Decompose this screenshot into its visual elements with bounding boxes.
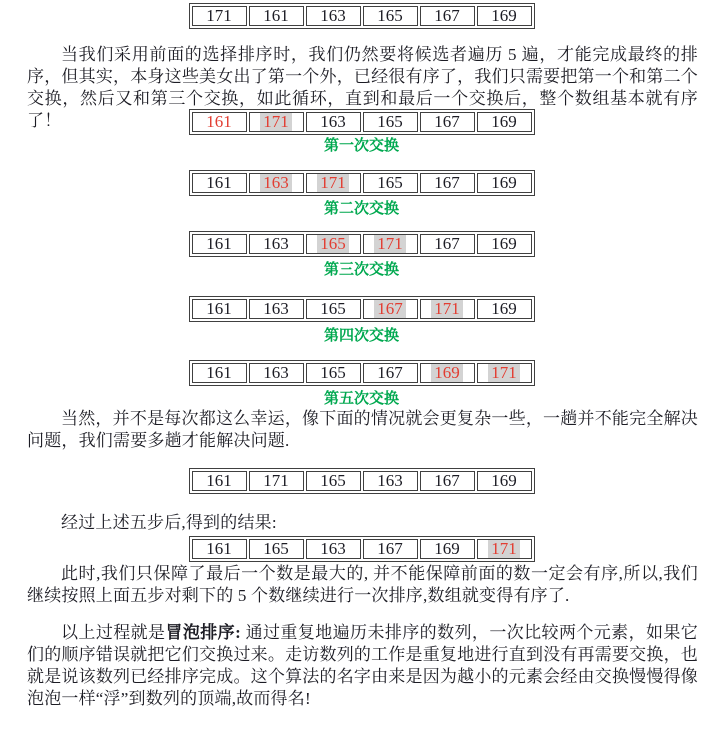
- swap-4-table: [189, 296, 535, 322]
- table-cell: 169: [477, 6, 532, 26]
- table-cell: 163: [306, 539, 361, 559]
- table-cell: 167: [420, 112, 475, 132]
- table-cell: 167: [420, 6, 475, 26]
- table-cell: 161: [192, 539, 247, 559]
- swap-5-caption: 第五次交换: [323, 390, 400, 407]
- paragraph-result-intro: 经过上述五步后,得到的结果:: [61, 513, 277, 532]
- table-cell: 165: [249, 539, 304, 559]
- table-cell: 163: [249, 363, 304, 383]
- swap-4-caption: 第四次交换: [323, 327, 400, 344]
- table-cell: 171: [306, 173, 361, 193]
- table-cell: 169: [477, 471, 532, 491]
- table-cell: 161: [192, 363, 247, 383]
- table-cell: 163: [306, 6, 361, 26]
- paragraph-last-number: 此时,我们只保障了最后一个数是最大的, 并不能保障前面的数一定会有序,所以,我们继续按照上面五步对剩下的 5 个数继续进行一次排序,数组就变得有序了.: [27, 564, 698, 605]
- table-cell: 167: [363, 363, 418, 383]
- table-cell: 167: [420, 471, 475, 491]
- swap-2-caption: 第二次交换: [323, 200, 400, 217]
- swap-3-caption: 第三次交换: [323, 261, 400, 278]
- swap-3-table: [189, 231, 535, 257]
- table-cell: 161: [192, 471, 247, 491]
- table-cell: 171: [420, 299, 475, 319]
- table-cell: 163: [249, 234, 304, 254]
- table-cell: 163: [249, 299, 304, 319]
- table-cell: 171: [363, 234, 418, 254]
- table-cell: 165: [363, 6, 418, 26]
- paragraph-selection-sort: 当我们采用前面的选择排序时，我们仍然要将候选者遍历 5 遍，才能完成最终的排序，但其实，本身这些美女出了第一个外，已经很有序了，我们只需要把第一个和第二个交换，然后又和第三个交换，如此循环，直到和最后一个交换后，整个数组基本就有序了！: [27, 45, 698, 130]
- table-cell: 163: [249, 173, 304, 193]
- table-cell: 169: [477, 173, 532, 193]
- swap-1-caption: 第一次交换: [323, 137, 400, 154]
- swap-1-table: [189, 109, 535, 135]
- initial-array-table: [189, 3, 535, 29]
- swap-5-table: [189, 360, 535, 386]
- table-cell: 169: [477, 299, 532, 319]
- table-cell: 171: [249, 471, 304, 491]
- table-cell: 165: [363, 173, 418, 193]
- table-cell: 171: [192, 6, 247, 26]
- bubble-sort-rest: 通过重复地遍历未排序的数列，一次比较两个元素，如果它们的顺序错误就把它们交换过来。走访数列的工作是重复地进行直到没有再需要交换，也就是说该数列已经排序完成。这个算法的名字由来是因为越小的元素会经由交换慢慢得像泡泡一样“浮”到数列的顶端,故而得名!: [27, 623, 698, 708]
- table-cell: 171: [249, 112, 304, 132]
- table-cell: 165: [306, 299, 361, 319]
- paragraph-not-so-lucky: 当然，并不是每次都这么幸运，像下面的情况就会更复杂一些，一趟并不能完全解决问题，我们需要多趟才能解决问题.: [27, 409, 698, 450]
- table-cell: 169: [420, 539, 475, 559]
- table-cell: 169: [477, 234, 532, 254]
- bubble-sort-term: 冒泡排序:: [165, 623, 241, 642]
- table-cell: 165: [306, 471, 361, 491]
- table-cell: 165: [363, 112, 418, 132]
- table-cell: 163: [306, 112, 361, 132]
- table-cell: 171: [477, 539, 532, 559]
- table-cell: 161: [192, 234, 247, 254]
- table-cell: 165: [306, 363, 361, 383]
- table-cell: 161: [192, 173, 247, 193]
- table-cell: 161: [192, 299, 247, 319]
- swap-2-table: [189, 170, 535, 196]
- complex-array-table: [189, 468, 535, 494]
- bubble-sort-prefix: 以上过程就是: [61, 623, 166, 642]
- table-cell: 171: [477, 363, 532, 383]
- table-cell: 161: [192, 112, 247, 132]
- table-cell: 169: [420, 363, 475, 383]
- after-five-steps-table: [189, 536, 535, 562]
- paragraph-bubble-sort-definition: [27, 622, 698, 710]
- table-cell: 167: [363, 539, 418, 559]
- table-cell: 169: [477, 112, 532, 132]
- table-cell: 163: [363, 471, 418, 491]
- table-cell: 165: [306, 234, 361, 254]
- table-cell: 167: [420, 173, 475, 193]
- table-cell: 167: [363, 299, 418, 319]
- table-cell: 161: [249, 6, 304, 26]
- table-cell: 167: [420, 234, 475, 254]
